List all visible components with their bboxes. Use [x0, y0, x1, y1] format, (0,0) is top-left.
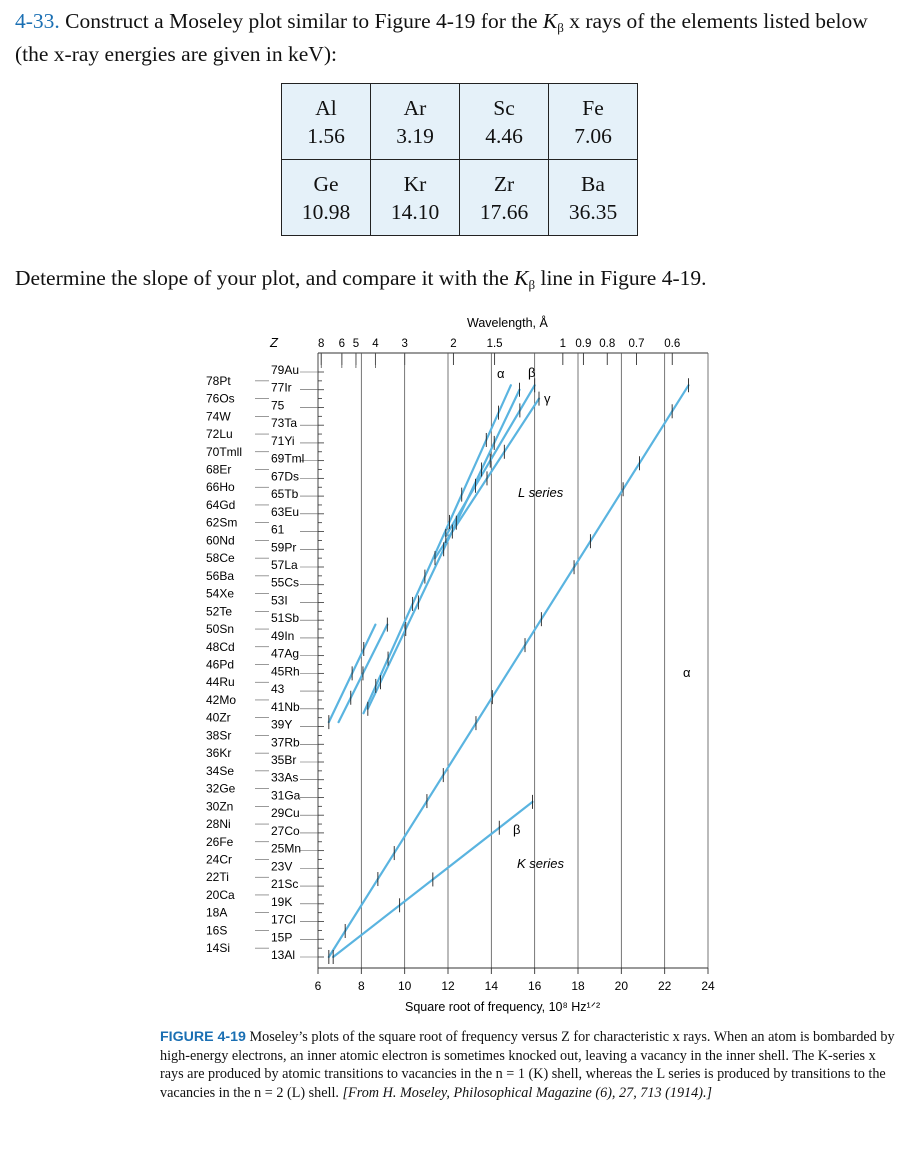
z-label-odd: 17Cl — [271, 912, 296, 927]
series-lines — [329, 385, 689, 957]
l-alpha-label: α — [497, 366, 505, 381]
z-label-odd: 15P — [271, 930, 293, 945]
beta-subscript: β — [557, 20, 564, 35]
z-label-even: 48Cd — [206, 639, 235, 654]
z-label-even: 20Ca — [206, 887, 235, 902]
figure-caption — [160, 1028, 900, 1102]
z-label-even: 34Se — [206, 763, 235, 778]
z-label-even: 30Zn — [206, 799, 234, 814]
z-label-odd: 69Tml — [271, 451, 305, 466]
x-tick-label: 18 — [571, 979, 585, 993]
x-tick-label: 8 — [357, 979, 365, 993]
z-label-even: 62Sm — [206, 515, 238, 530]
z-label-even: 50Sn — [206, 622, 235, 637]
z-label-odd: 65Tb — [271, 487, 299, 502]
problem-text-before: Construct a Moseley plot similar to Figure 4-19 for the — [65, 9, 543, 33]
wavelength-tick-label: 0.8 — [599, 338, 616, 350]
element-name: Sc — [493, 95, 515, 120]
wavelength-title: Wavelength, Å — [467, 316, 548, 330]
caption-text: Moseley’s plots of the square root of frequency versus Z for characteristic x rays. When an atom is bombarded by high-energy electrons, an inner atomic electron is sometimes knocked out, leaving a vacancy in the inner shell. The K-series x rays are produced by atomic transitions to vacancies in the n = 1 (K) shell, whereas the L series is produced by transitions to the vacancies in the n = 2 (L) shell. — [160, 1029, 895, 1101]
series-line — [364, 385, 511, 713]
z-label-odd: 71Yi — [271, 433, 295, 448]
wavelength-tick-label: 0.7 — [628, 338, 645, 350]
z-label-odd: 79Au — [271, 363, 300, 377]
z-label-odd: 13Al — [271, 948, 296, 962]
z-label-even: 26Fe — [206, 834, 234, 849]
z-label-odd: 19K — [271, 894, 293, 909]
element-energy: 14.10 — [390, 199, 440, 224]
z-label-odd: 77Ir — [271, 380, 292, 395]
l-series-label: L series — [518, 485, 564, 500]
element-energy: 1.56 — [307, 123, 345, 148]
element-name: Al — [315, 95, 337, 120]
x-tick-label: 10 — [397, 979, 412, 993]
z-label-even: 40Zr — [206, 710, 231, 725]
z-label-even: 64Gd — [206, 497, 236, 512]
determine-text-after: line in Figure 4-19. — [535, 266, 707, 290]
z-label-even: 68Er — [206, 462, 232, 477]
k-alpha-label: α — [683, 665, 691, 680]
element-energy: 4.46 — [485, 123, 523, 148]
z-label-even: 46Pd — [206, 657, 235, 672]
x-tick-label: 6 — [314, 979, 322, 993]
wavelength-tick-label: 2 — [450, 338, 457, 350]
z-label-even: 42Mo — [206, 692, 237, 707]
z-label-odd: 33As — [271, 770, 299, 785]
z-label-odd: 45Rh — [271, 664, 300, 679]
wavelength-tick-label: 0.6 — [664, 338, 681, 350]
z-label-even: 28Ni — [206, 817, 231, 832]
z-label-odd: 53I — [271, 593, 288, 608]
z-label-even: 38Sr — [206, 728, 232, 743]
z-label-even: 52Te — [206, 604, 233, 619]
z-label-even: 36Kr — [206, 746, 232, 761]
element-name: Fe — [582, 95, 604, 120]
z-label-even: 70Tmll — [206, 444, 243, 459]
wavelength-tick-label: 8 — [318, 338, 325, 350]
element-name: Ba — [581, 171, 605, 196]
z-label-even: 54Xe — [206, 586, 235, 601]
z-label-even: 24Cr — [206, 852, 233, 867]
determine-text-before: Determine the slope of your plot, and compare it with the — [15, 266, 515, 290]
z-label-even: 74W — [206, 409, 231, 424]
problem-text-after: x rays of the elements listed below (the x-ray energies are given in keV): — [15, 9, 868, 66]
caption-citation: [From H. Moseley, Philosophical Magazine (6), 27, 713 (1914).] — [338, 1084, 713, 1101]
z-label-odd: 75 — [271, 398, 285, 413]
element-energy: 36.35 — [568, 199, 618, 224]
z-label-even: 44Ru — [206, 675, 235, 690]
z-label-odd: 73Ta — [271, 416, 298, 431]
z-label-odd: 27Co — [271, 823, 300, 838]
x-tick-label: 22 — [657, 979, 672, 993]
x-tick-label: 20 — [614, 979, 629, 993]
element-name: Ge — [313, 171, 339, 196]
problem-number: 4-33. — [15, 9, 60, 33]
l-beta-label: β — [528, 365, 536, 380]
z-label-odd: 25Mn — [271, 841, 302, 856]
caption-label: FIGURE 4-19 — [160, 1029, 246, 1045]
element-name: Ar — [403, 95, 427, 120]
l-gamma-label: γ — [544, 391, 551, 406]
z-label-even: 60Nd — [206, 533, 235, 548]
x-tick-label: 14 — [484, 979, 499, 993]
z-label-odd: 63Eu — [271, 504, 300, 519]
x-tick-label: 12 — [441, 979, 455, 993]
z-label-odd: 31Ga — [271, 788, 301, 803]
z-label-odd: 49In — [271, 628, 295, 643]
x-tick-label: 16 — [527, 979, 542, 993]
wavelength-tick-label: 1 — [559, 338, 567, 350]
z-label-odd: 29Cu — [271, 806, 300, 821]
x-ticks — [315, 968, 715, 993]
z-label-even: 78Pt — [206, 373, 231, 388]
z-label-odd: 35Br — [271, 753, 297, 767]
k-symbol: K — [514, 266, 529, 290]
wavelength-tick-label: 1.5 — [486, 338, 503, 350]
z-label-even: 56Ba — [206, 568, 235, 583]
z-label-even: 72Lu — [206, 427, 233, 442]
z-label-odd: 21Sc — [271, 877, 299, 892]
z-labels — [206, 363, 318, 962]
z-label-odd: 67Ds — [271, 469, 300, 484]
wavelength-tick-label: 0.9 — [575, 338, 592, 350]
z-label-even: 76Os — [206, 391, 235, 406]
element-name: Kr — [403, 171, 427, 196]
z-label-odd: 51Sb — [271, 611, 300, 626]
z-label-odd: 41Nb — [271, 699, 300, 714]
wavelength-tick-label: 5 — [352, 338, 360, 350]
z-label-odd: 59Pr — [271, 540, 297, 555]
z-label-odd: 23V — [271, 859, 293, 874]
k-symbol: K — [542, 9, 558, 33]
element-energy: 10.98 — [301, 199, 351, 224]
beta-subscript: β — [528, 277, 536, 292]
wavelength-tick-label: 4 — [372, 338, 379, 350]
element-name: Zr — [493, 171, 515, 196]
wavelength-ticks — [318, 338, 680, 365]
z-label-even: 14Si — [206, 941, 231, 956]
z-label-odd: 61 — [271, 522, 285, 537]
z-label-odd: 57La — [271, 558, 298, 572]
k-series-label: K series — [517, 856, 564, 871]
z-label-even: 58Ce — [206, 551, 235, 566]
element-energy: 17.66 — [479, 199, 529, 224]
wavelength-tick-label: 6 — [338, 338, 346, 350]
z-label-even: 18A — [206, 905, 228, 920]
x-axis-label: Square root of frequency, 10⁸ Hz¹ᐟ² — [405, 1000, 601, 1014]
z-label-odd: 37Rb — [271, 735, 300, 750]
z-label-odd: 39Y — [271, 717, 293, 732]
z-label-odd: 43 — [271, 682, 285, 697]
element-energy: 3.19 — [396, 123, 434, 148]
z-ticks — [318, 372, 324, 957]
z-label-even: 66Ho — [206, 480, 235, 495]
x-tick-label: 24 — [701, 979, 715, 993]
z-label-odd: 47Ag — [271, 646, 300, 661]
z-label-even: 32Ge — [206, 781, 236, 796]
z-label-even: 22Ti — [206, 870, 229, 885]
k-beta-label: β — [513, 822, 521, 837]
z-label-even: 16S — [206, 923, 228, 938]
wavelength-tick-label: 3 — [401, 338, 408, 350]
element-energy: 7.06 — [574, 123, 612, 148]
z-label-odd: 55Cs — [271, 575, 300, 590]
z-axis-label: Z — [270, 335, 278, 350]
